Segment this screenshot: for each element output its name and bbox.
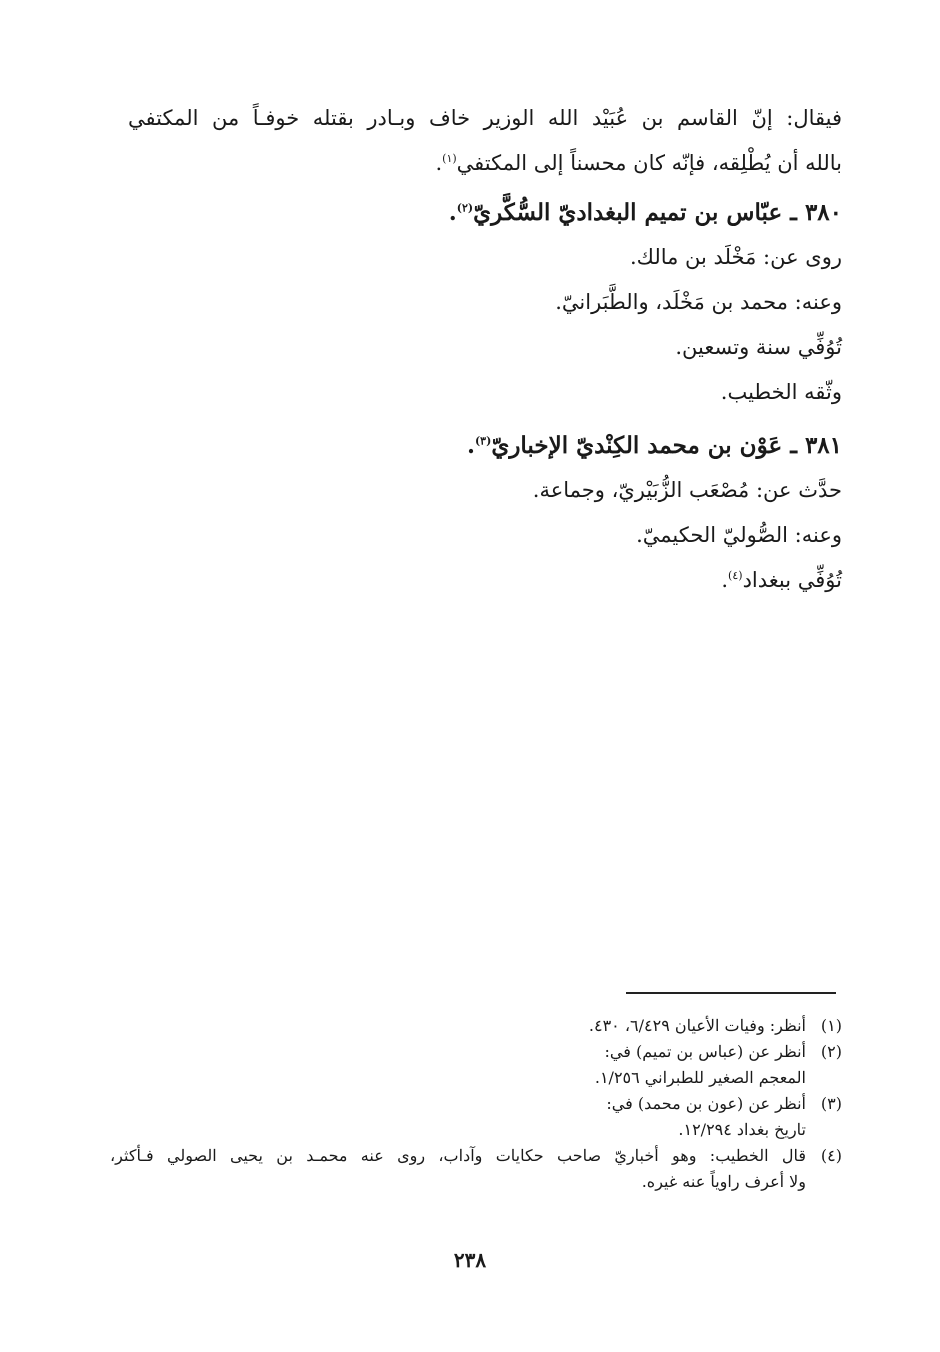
footnote-item [110, 1143, 842, 1195]
intro-line-1: فيقال: إنّ القاسم بن عُبَيْد الله الوزير خاف وبـادر بقتله خوفـاً من المكتفي [128, 106, 842, 130]
entry-line: وثّقه الخطيب. [720, 380, 842, 404]
entry-heading-text: ٣٨١ ـ عَوْن بن محمد الكِنْديّ الإخباريّ [491, 432, 842, 459]
footnote-number: (٣) [820, 1094, 842, 1113]
footnote-line: قال الخطيب: وهو أخباريّ صاحب حكايات وآداب، روى عنه محمـد بن يحيى الصولي فـأكثر، [110, 1146, 806, 1165]
footnote-number: (٤) [820, 1146, 842, 1165]
page-number: ٢٣٨ [453, 1248, 487, 1272]
footnote-line: تاريخ بغداد ١٢/٢٩٤. [678, 1120, 806, 1139]
intro-line-2-end: . [435, 151, 443, 175]
entry-heading-end: . [448, 199, 457, 226]
entry-line [128, 558, 842, 603]
entry-line: حدَّث عن: مُصْعَب الزُّبَيْريّ، وجماعة. [532, 478, 842, 502]
footnote-body [110, 1143, 806, 1195]
footnote-line: ولا أعرف راوياً عنه غيره. [641, 1172, 806, 1191]
entry-heading-text: ٣٨٠ ـ عبّاس بن تميم البغداديّ السُّكَّريّ [473, 199, 842, 226]
entry-line: تُوُفِّي سنة وتسعين. [675, 335, 842, 359]
footnote-item [110, 1013, 842, 1039]
footnotes [110, 1013, 842, 1195]
footnote-ref-2: (٢) [456, 201, 474, 215]
footnote-line: أنظر: وفيات الأعيان ٦/٤٢٩، ٤٣٠. [588, 1016, 806, 1035]
entry-line-text: تُوُفِّي ببغداد [742, 568, 842, 592]
footnote-item [110, 1091, 842, 1143]
footnote-body [110, 1039, 806, 1091]
footnote-body [110, 1013, 806, 1039]
footnote-item [110, 1039, 842, 1091]
footnote-line: المعجم الصغير للطبراني ١/٢٥٦. [594, 1068, 806, 1087]
entry-heading-end: . [466, 432, 475, 459]
entry-heading [128, 423, 842, 468]
footnote-ref-1: (١) [442, 152, 457, 165]
footnote-body [110, 1091, 806, 1143]
intro-line-2-text: بالله أن يُطْلِقه، فإنّه كان محسناً إلى المكتفي [456, 151, 842, 175]
footnote-number: (٢) [820, 1042, 842, 1061]
footnote-number: (١) [820, 1016, 842, 1035]
intro-line-2 [128, 141, 842, 186]
entry-line-end: . [721, 568, 729, 592]
entry-381 [128, 423, 842, 603]
footnote-line: أنظر عن (عون بن محمد) في: [606, 1094, 806, 1113]
entry-line: روى عن: مَخْلَد بن مالك. [629, 245, 842, 269]
main-text [128, 96, 842, 603]
footnote-separator [626, 992, 836, 994]
entry-heading [128, 190, 842, 235]
footnote-ref-3: (٣) [474, 434, 492, 448]
footnote-line: أنظر عن (عباس بن تميم) في: [604, 1042, 806, 1061]
entry-380 [128, 190, 842, 415]
entry-line: وعنه: الصُّوليّ الحكيميّ. [636, 523, 842, 547]
footnote-ref-4: (٤) [728, 569, 743, 582]
entry-line: وعنه: محمد بن مَخْلَد، والطَّبَرانيّ. [555, 290, 842, 314]
